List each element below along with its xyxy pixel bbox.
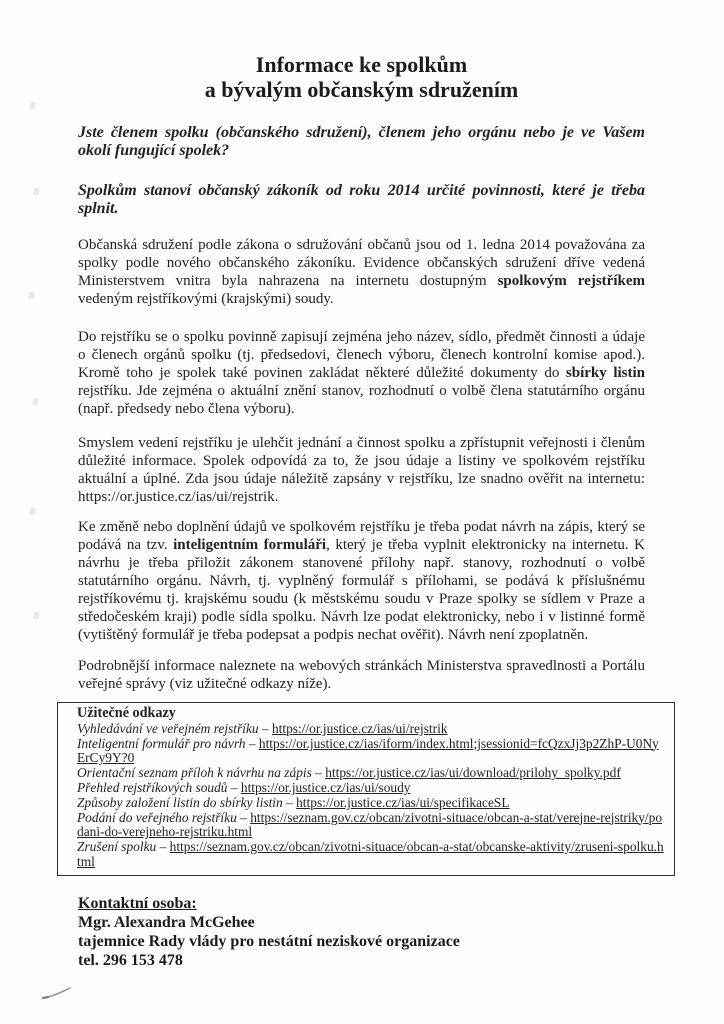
paragraph-change-procedure: Ke změně nebo doplnění údajů ve spolkovém rejstříku je třeba podat návrh na zápis, který se podává na tzv. inteligentním formuláři, který je třeba vyplnit elektronicky na internetu. K návrhu je třeba přiložit zákonem stanovené přílohy např. stanovy, rozhodnutí o volbě statutárního orgánu. Návrh, tj. vyplněný formulář s přílohami, se podává k příslušnému rejstříkovému tj. krajskému soudu (k městskému soudu v Praze spolky se sídlem v Praze a středočeském kraji) podle sídla spolku. Návrh lze podat elektronicky, nebo i v listinné formě (vytištěný formulář je třeba podepsat a podpis nechat ověřit). Návrh není zpoplatněn. xyxy=(78,519,645,643)
contact-role: tajemnice Rady vlády pro nestátní neziskové organizace xyxy=(78,932,460,950)
useful-link-separator: – xyxy=(245,735,259,751)
useful-link-separator: – xyxy=(227,779,241,795)
paragraph-registry-transition: Občanská sdružení podle zákona o sdružování občanů jsou od 1. ledna 2014 považována za spolky podle nového občanského zákoníku. Evidence občanských sdružení dříve vedená Ministerstvem vnitra byla nahrazena na internetu dostupným spolkovým rejstříkem vedeným rejstříkovými (krajskými) soudy. xyxy=(78,237,645,307)
useful-link-url[interactable]: https://seznam.gov.cz/obcan/zivotni-situace/obcan-a-stat/verejne-rejstriky/podani-do-verejneho-rejstriku.html xyxy=(77,809,663,840)
useful-link-row xyxy=(77,722,666,737)
contact-section xyxy=(78,894,645,970)
useful-link-row xyxy=(77,811,666,841)
useful-link-row xyxy=(77,737,666,767)
lead-obligation-paragraph: Spolkům stanoví občanský zákoník od roku 2014 určité povinnosti, které je třeba splnit. xyxy=(78,182,645,217)
document-title xyxy=(78,52,645,102)
useful-links-title: Užitečné odkazy xyxy=(77,705,176,721)
contact-phone: tel. 296 153 478 xyxy=(78,951,183,969)
paragraph-more-info: Podrobnější informace naleznete na webových stránkách Ministerstva spravedlnosti a Portálu veřejné správy (viz užitečné odkazy níže). xyxy=(78,658,645,692)
contact-name: Mgr. Alexandra McGehee xyxy=(78,913,255,931)
paragraph-registry-purpose: Smyslem vedení rejstříku je ulehčit jednání a činnost spolku a zpřístupnit veřejnosti i členům důležité informace. Spolek odpovídá za to, že jsou údaje a listiny ve spolkovém rejstříku aktuální a úplné. Zda jsou údaje náležitě zapsány v rejstříku, lze snadno ověřit na internetu: https://or.justice.cz/ias/ui/rejstrik. xyxy=(78,435,645,505)
useful-link-label: Podání do veřejného rejstříku xyxy=(77,809,237,825)
useful-link-url[interactable]: https://or.justice.cz/ias/ui/soudy xyxy=(240,779,411,795)
useful-link-url[interactable]: https://or.justice.cz/ias/ui/rejstrik xyxy=(271,720,448,736)
pen-mark xyxy=(40,984,76,1007)
useful-link-separator: – xyxy=(156,839,170,855)
useful-link-separator: – xyxy=(282,794,297,810)
useful-link-url[interactable]: https://or.justice.cz/ias/iform/index.html;jsessionid=fcQzxJj3p2ZhP-U0NyErCy9Y?0 xyxy=(77,735,659,766)
useful-link-label: Inteligentní formulář pro návrh xyxy=(77,735,246,751)
useful-link-label: Orientační seznam příloh k návrhu na zápis xyxy=(77,765,312,781)
useful-link-row xyxy=(77,796,666,811)
lead-question-paragraph: Jste členem spolku (občanského sdružení), členem jeho orgánu nebo je ve Vašem okolí fungující spolek? xyxy=(78,124,645,159)
useful-link-url[interactable]: https://or.justice.cz/ias/ui/download/prilohy_spolky.pdf xyxy=(325,765,621,781)
contact-heading: Kontaktní osoba: xyxy=(78,894,197,912)
document-title-line-1: Informace ke spolkům xyxy=(255,52,468,77)
useful-link-label: Vyhledávání ve veřejném rejstříku xyxy=(77,720,259,736)
useful-link-separator: – xyxy=(311,765,326,781)
useful-link-row xyxy=(77,766,666,781)
useful-link-row xyxy=(77,781,666,796)
useful-link-label: Přehled rejstříkových soudů xyxy=(77,779,228,795)
useful-link-row xyxy=(77,840,666,870)
paragraph-registry-contents: Do rejstříku se o spolku povinně zapisují zejména jeho název, sídlo, předmět činnosti a údaje o členech orgánů spolku (tj. předsedovi, členech výboru, členech kontrolní komise apod.). Kromě toho je spolek také povinen zakládat některé důležité dokumenty do sbírky listin rejstříku. Jde zejména o aktuální znění stanov, rozhodnutí o volbě člena statutárního orgánu (např. předsedy nebo člena výboru). xyxy=(78,329,645,417)
useful-link-url[interactable]: https://or.justice.cz/ias/ui/specifikaceSL xyxy=(296,794,510,810)
useful-links-list xyxy=(77,722,666,870)
useful-link-label: Způsoby založení listin do sbírky listin xyxy=(77,794,283,810)
useful-link-url[interactable]: https://seznam.gov.cz/obcan/zivotni-situace/obcan-a-stat/obcanske-aktivity/zruseni-spolku.html xyxy=(77,839,664,869)
useful-links-box xyxy=(57,702,675,876)
useful-link-separator: – xyxy=(236,809,251,825)
document-title-line-2: a bývalým občanským sdružením xyxy=(204,77,519,102)
useful-link-separator: – xyxy=(258,720,272,736)
useful-link-label: Zrušení spolku xyxy=(77,839,157,855)
